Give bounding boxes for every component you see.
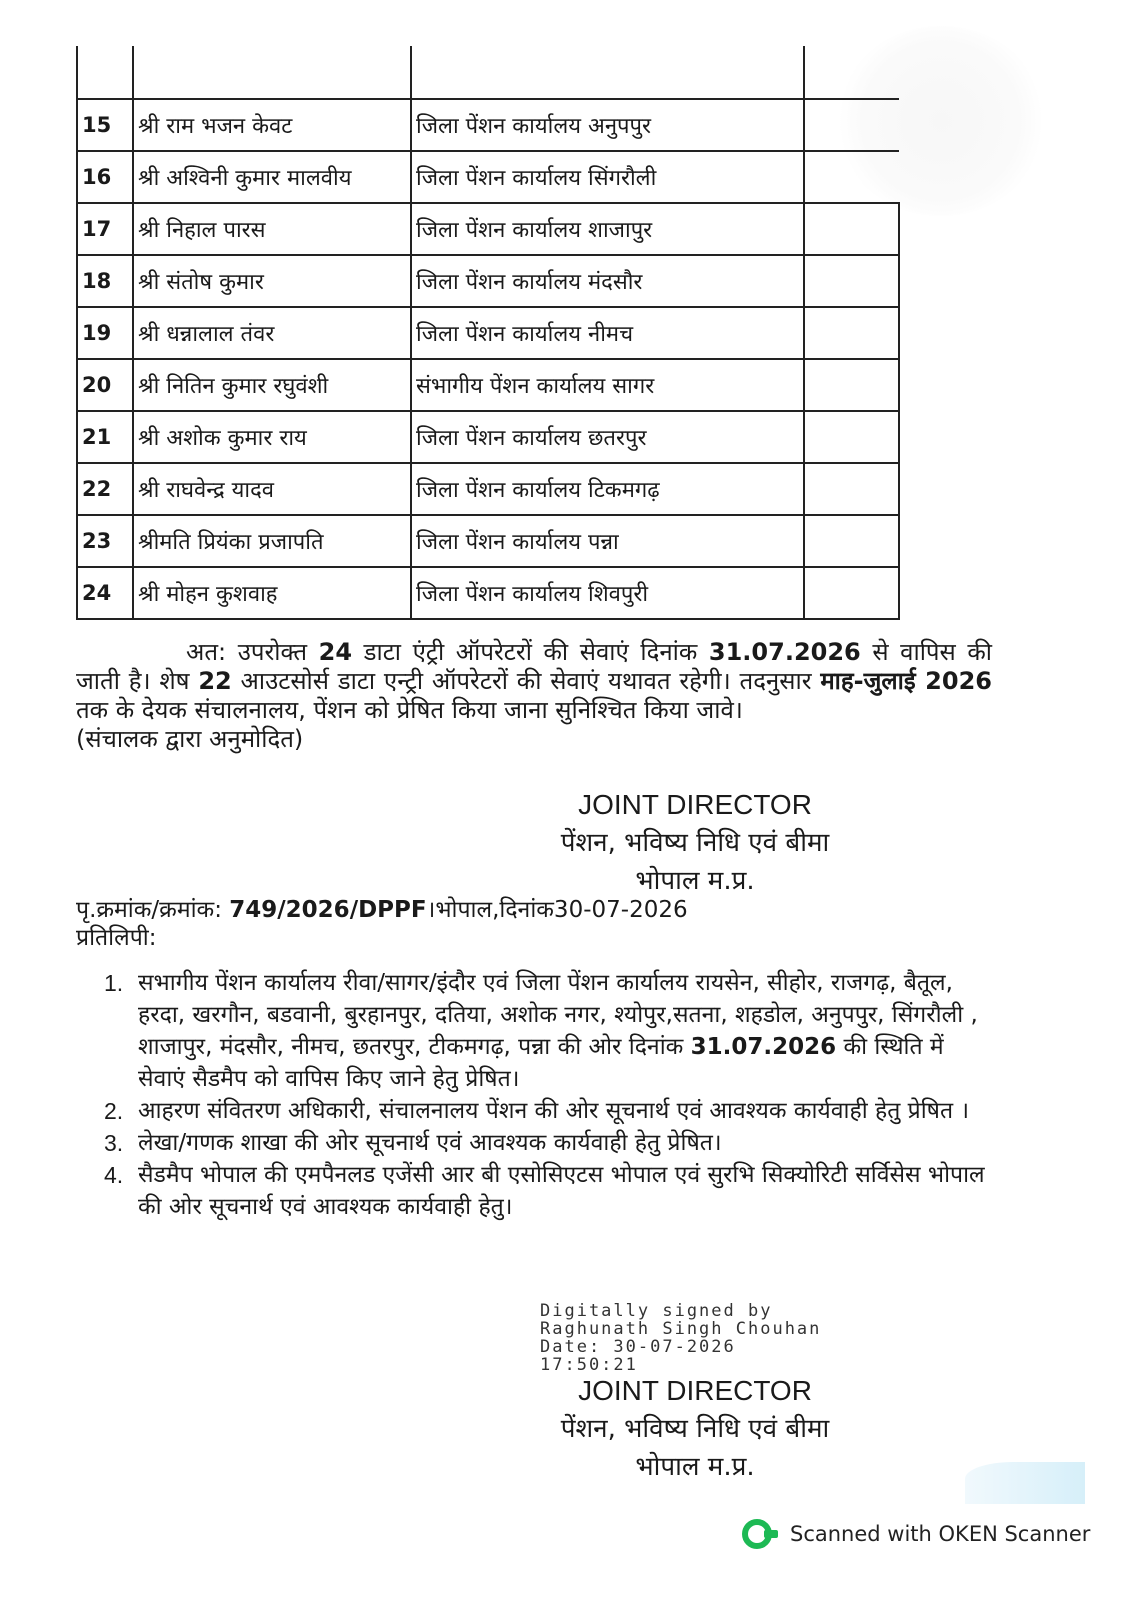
copy-item — [96, 967, 996, 1095]
table-row — [77, 203, 899, 255]
table-row — [77, 255, 899, 307]
employee-name: श्री संतोष कुमार — [133, 255, 411, 307]
copy-item — [96, 1127, 996, 1159]
signatory-place: भोपाल म.प्र. — [635, 1452, 755, 1482]
row-number: 22 — [77, 463, 133, 515]
scanner-text: Scanned with OKEN Scanner — [790, 1522, 1091, 1546]
signatory-title: JOINT DIRECTOR — [578, 1375, 812, 1406]
row-number: 20 — [77, 359, 133, 411]
office-name: जिला पेंशन कार्यालय टिकमगढ़ — [411, 463, 804, 515]
signatory-place: भोपाल म.प्र. — [635, 866, 755, 896]
copy-item-text: सैडमैप भोपाल की एमपैनलड एजेंसी आर बी एसोसिएटस भोपाल एवं सुरभि सिक्योरिटी सर्विसेस भोपाल की ओर सूचनार्थ एवं आवश्यक कार्यवाही हेतु। — [138, 1162, 985, 1220]
signature-block-top — [500, 786, 890, 900]
oken-scanner-logo-icon — [742, 1518, 780, 1550]
copy-list — [96, 967, 996, 1223]
para-text: डाटा एंट्री ऑपरेटरों की सेवाएं दिनांक — [363, 638, 698, 666]
signatory-department: पेंशन, भविष्य निधि एवं बीमा — [560, 828, 830, 858]
employee-name: श्री निहाल पारस — [133, 203, 411, 255]
copy-item — [96, 1159, 996, 1223]
reference-date: ।भोपाल,दिनांक30-07-2026 — [426, 897, 688, 923]
office-name: जिला पेंशन कार्यालय शिवपुरी — [411, 567, 804, 619]
row-number: 18 — [77, 255, 133, 307]
row-number: 16 — [77, 151, 133, 203]
operator-count: 24 — [318, 638, 353, 666]
remarks-cell — [804, 463, 899, 515]
remarks-cell — [804, 151, 899, 203]
employee-name: श्री मोहन कुशवाह — [133, 567, 411, 619]
copy-label: प्रतिलिपी: — [76, 925, 157, 951]
employee-name: श्रीमति प्रियंका प्रजापति — [133, 515, 411, 567]
employee-name: श्री अश्विनी कुमार मालवीय — [133, 151, 411, 203]
remarks-cell — [804, 99, 899, 151]
employee-name: श्री नितिन कुमार रघुवंशी — [133, 359, 411, 411]
copy-item-number: 1. — [104, 970, 124, 996]
office-name: जिला पेंशन कार्यालय नीमच — [411, 307, 804, 359]
table-row — [77, 359, 899, 411]
signature-block-bottom — [500, 1372, 890, 1486]
row-number: 15 — [77, 99, 133, 151]
office-name: जिला पेंशन कार्यालय पन्ना — [411, 515, 804, 567]
remaining-count: 22 — [198, 667, 232, 695]
approval-note: (संचालक द्वारा अनुमोदित) — [76, 725, 304, 753]
table-row — [77, 307, 899, 359]
signatory-department: पेंशन, भविष्य निधि एवं बीमा — [560, 1414, 830, 1444]
copy-item-text: लेखा/गणक शाखा की ओर सूचनार्थ एवं आवश्यक कार्यवाही हेतु प्रेषित। — [138, 1130, 722, 1156]
para-text: से वापिस की जाती है। शेष — [76, 638, 993, 695]
billing-month: माह-जुलाई 2026 — [820, 667, 992, 695]
table-row — [77, 567, 899, 619]
copy-item-text: की स्थिति में सेवाएं सैडमैप को वापिस किए जाने हेतु प्रेषित। — [138, 1034, 944, 1092]
staff-table — [76, 46, 900, 620]
body-paragraph — [76, 638, 992, 754]
digital-signature-time: 17:50:21 — [540, 1355, 638, 1375]
employee-name: श्री धन्नालाल तंवर — [133, 307, 411, 359]
reference-block — [76, 896, 976, 952]
digital-signature-line: Digitally signed by — [540, 1301, 773, 1321]
employee-name: श्री राघवेन्द्र यादव — [133, 463, 411, 515]
employee-name: श्री अशोक कुमार राय — [133, 411, 411, 463]
scan-color-artifact — [965, 1462, 1085, 1504]
row-number: 24 — [77, 567, 133, 619]
remarks-cell — [804, 359, 899, 411]
row-number: 19 — [77, 307, 133, 359]
office-name: जिला पेंशन कार्यालय छतरपुर — [411, 411, 804, 463]
remarks-cell — [804, 203, 899, 255]
digital-signature — [540, 1302, 940, 1374]
scanner-watermark — [742, 1516, 1090, 1552]
row-number: 21 — [77, 411, 133, 463]
reference-number: 749/2026/DPPF — [229, 897, 427, 923]
copy-item — [96, 1095, 996, 1127]
row-number: 17 — [77, 203, 133, 255]
employee-name: श्री राम भजन केवट — [133, 99, 411, 151]
table-row — [77, 411, 899, 463]
copy-item-number: 2. — [104, 1098, 124, 1124]
remarks-cell — [804, 255, 899, 307]
release-date: 31.07.2026 — [708, 638, 861, 666]
copy-item-number: 4. — [104, 1162, 124, 1188]
table-row — [77, 99, 899, 151]
table-row — [77, 515, 899, 567]
para-text: आउटसोर्स डाटा एन्ट्री ऑपरेटरों की सेवाएं यथावत रहेगी। तदनुसार — [240, 667, 812, 695]
remarks-cell — [804, 411, 899, 463]
office-name: जिला पेंशन कार्यालय सिंगरौली — [411, 151, 804, 203]
para-text: अत: उपरोक्त — [186, 638, 308, 666]
remarks-cell — [804, 307, 899, 359]
office-name: जिला पेंशन कार्यालय मंदसौर — [411, 255, 804, 307]
copy-item-text: सभागीय पेंशन कार्यालय रीवा/सागर/इंदौर एवं जिला पेंशन कार्यालय रायसेन, सीहोर, राजगढ़, बैतूल, हरदा, खरगौन, बडवानी, बुरहानपुर, दतिया, अशोक नगर, श्योपुर,सतना, शहडोल, अनुपपुर, सिंगरौली , शाजापुर, मंदसौर, नीमच, छतरपुर, टीकमगढ़, पन्ना की ओर दिनांक — [138, 970, 978, 1060]
remarks-cell — [804, 515, 899, 567]
signatory-title: JOINT DIRECTOR — [578, 789, 812, 820]
office-name: जिला पेंशन कार्यालय अनुपपुर — [411, 99, 804, 151]
digital-signature-signer: Raghunath Singh Chouhan — [540, 1319, 822, 1339]
copy-item-date: 31.07.2026 — [690, 1034, 837, 1060]
table-row-continued — [77, 46, 899, 99]
copy-item-number: 3. — [104, 1130, 124, 1156]
para-text: तक के देयक संचालनालय, पेंशन को प्रेषित किया जाना सुनिश्चित किया जावे। — [76, 696, 743, 724]
table-row — [77, 151, 899, 203]
row-number: 23 — [77, 515, 133, 567]
copy-item-text: आहरण संवितरण अधिकारी, संचालनालय पेंशन की ओर सूचनार्थ एवं आवश्यक कार्यवाही हेतु प्रेषित । — [138, 1098, 970, 1124]
office-name: संभागीय पेंशन कार्यालय सागर — [411, 359, 804, 411]
office-name: जिला पेंशन कार्यालय शाजापुर — [411, 203, 804, 255]
table-row — [77, 463, 899, 515]
reference-label: पृ.क्रमांक/क्रमांक: — [76, 897, 222, 923]
remarks-cell — [804, 567, 899, 619]
digital-signature-date: Date: 30-07-2026 — [540, 1337, 736, 1357]
